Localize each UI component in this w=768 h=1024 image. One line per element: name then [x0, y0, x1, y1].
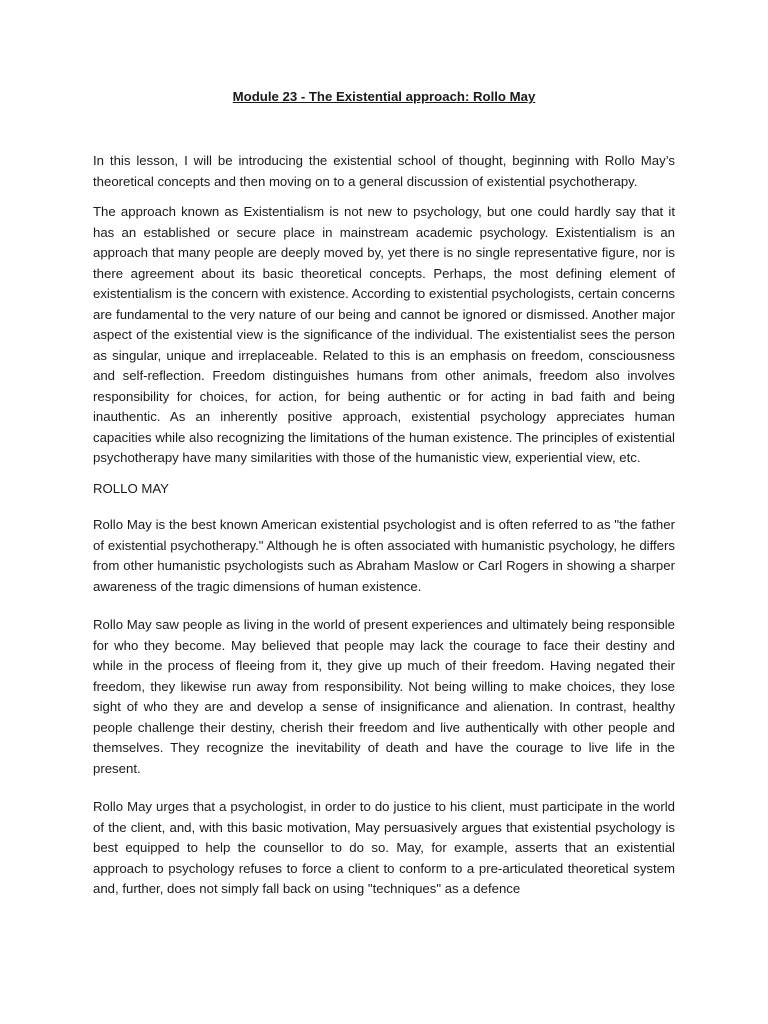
paragraph-rollo-may-psychologist: Rollo May urges that a psychologist, in order to do justice to his client, must participate in the world of the client, and, with this basic motivation, May persuasively argues that existential psychology is best equipped to help the counsellor to do so. May, for example, asserts that an existential approach to psychology refuses to force a client to conform to a pre-articulated theoretical system and, further, does not simply fall back on using "techniques" as a defence	[93, 799, 675, 896]
document-body	[93, 86, 675, 910]
paragraph-intro: In this lesson, I will be introducing the existential school of thought, beginning with Rollo May’s theoretical concepts and then moving on to a general discussion of existential psychotherapy.	[93, 153, 675, 189]
section-heading: ROLLO MAY	[93, 480, 169, 496]
paragraph-rollo-may-view: Rollo May saw people as living in the world of present experiences and ultimately being responsible for who they become. May believed that people may lack the courage to face their destiny and while in the process of fleeing from it, they give up much of their freedom. Having negated their freedom, they likewise run away from responsibility. Not being willing to make choices, they lose sight of who they are and develop a sense of insignificance and alienation. In contrast, healthy people challenge their destiny, cherish their freedom and live authentically with other people and themselves. They recognize the inevitability of death and have the courage to live life in the present.	[93, 617, 675, 776]
paragraph-rollo-may-intro: Rollo May is the best known American existential psychologist and is often referred to as "the father of existential psychotherapy." Although he is often associated with humanistic psychology, he differs from other humanistic psychologists such as Abraham Maslow or Carl Rogers in showing a sharper awareness of the tragic dimensions of human existence.	[93, 517, 675, 594]
paragraph-existentialism: The approach known as Existentialism is not new to psychology, but one could hardly say that it has an established or secure place in mainstream academic psychology. Existentialism is an approach that many people are deeply moved by, yet there is no single representative figure, nor is there agreement about its basic theoretical concepts. Perhaps, the most defining element of existentialism is the concern with existence. According to existential psychologists, certain concerns are fundamental to the very nature of our being and cannot be ignored or dismissed. Another major aspect of the existential view is the significance of the individual. The existentialist sees the person as singular, unique and irreplaceable. Related to this is an emphasis on freedom, consciousness and self-reflection. Freedom distinguishes humans from other animals, freedom also involves responsibility for choices, for action, for being authentic or for acting in bad faith and being inauthentic. As an inherently positive approach, existential psychology appreciates human capacities while also recognizing the limitations of the human existence. The principles of existential psychotherapy have many similarities with those of the humanistic view, experiential view, etc.	[93, 204, 675, 465]
document-title: Module 23 - The Existential approach: Rollo May	[232, 89, 536, 104]
